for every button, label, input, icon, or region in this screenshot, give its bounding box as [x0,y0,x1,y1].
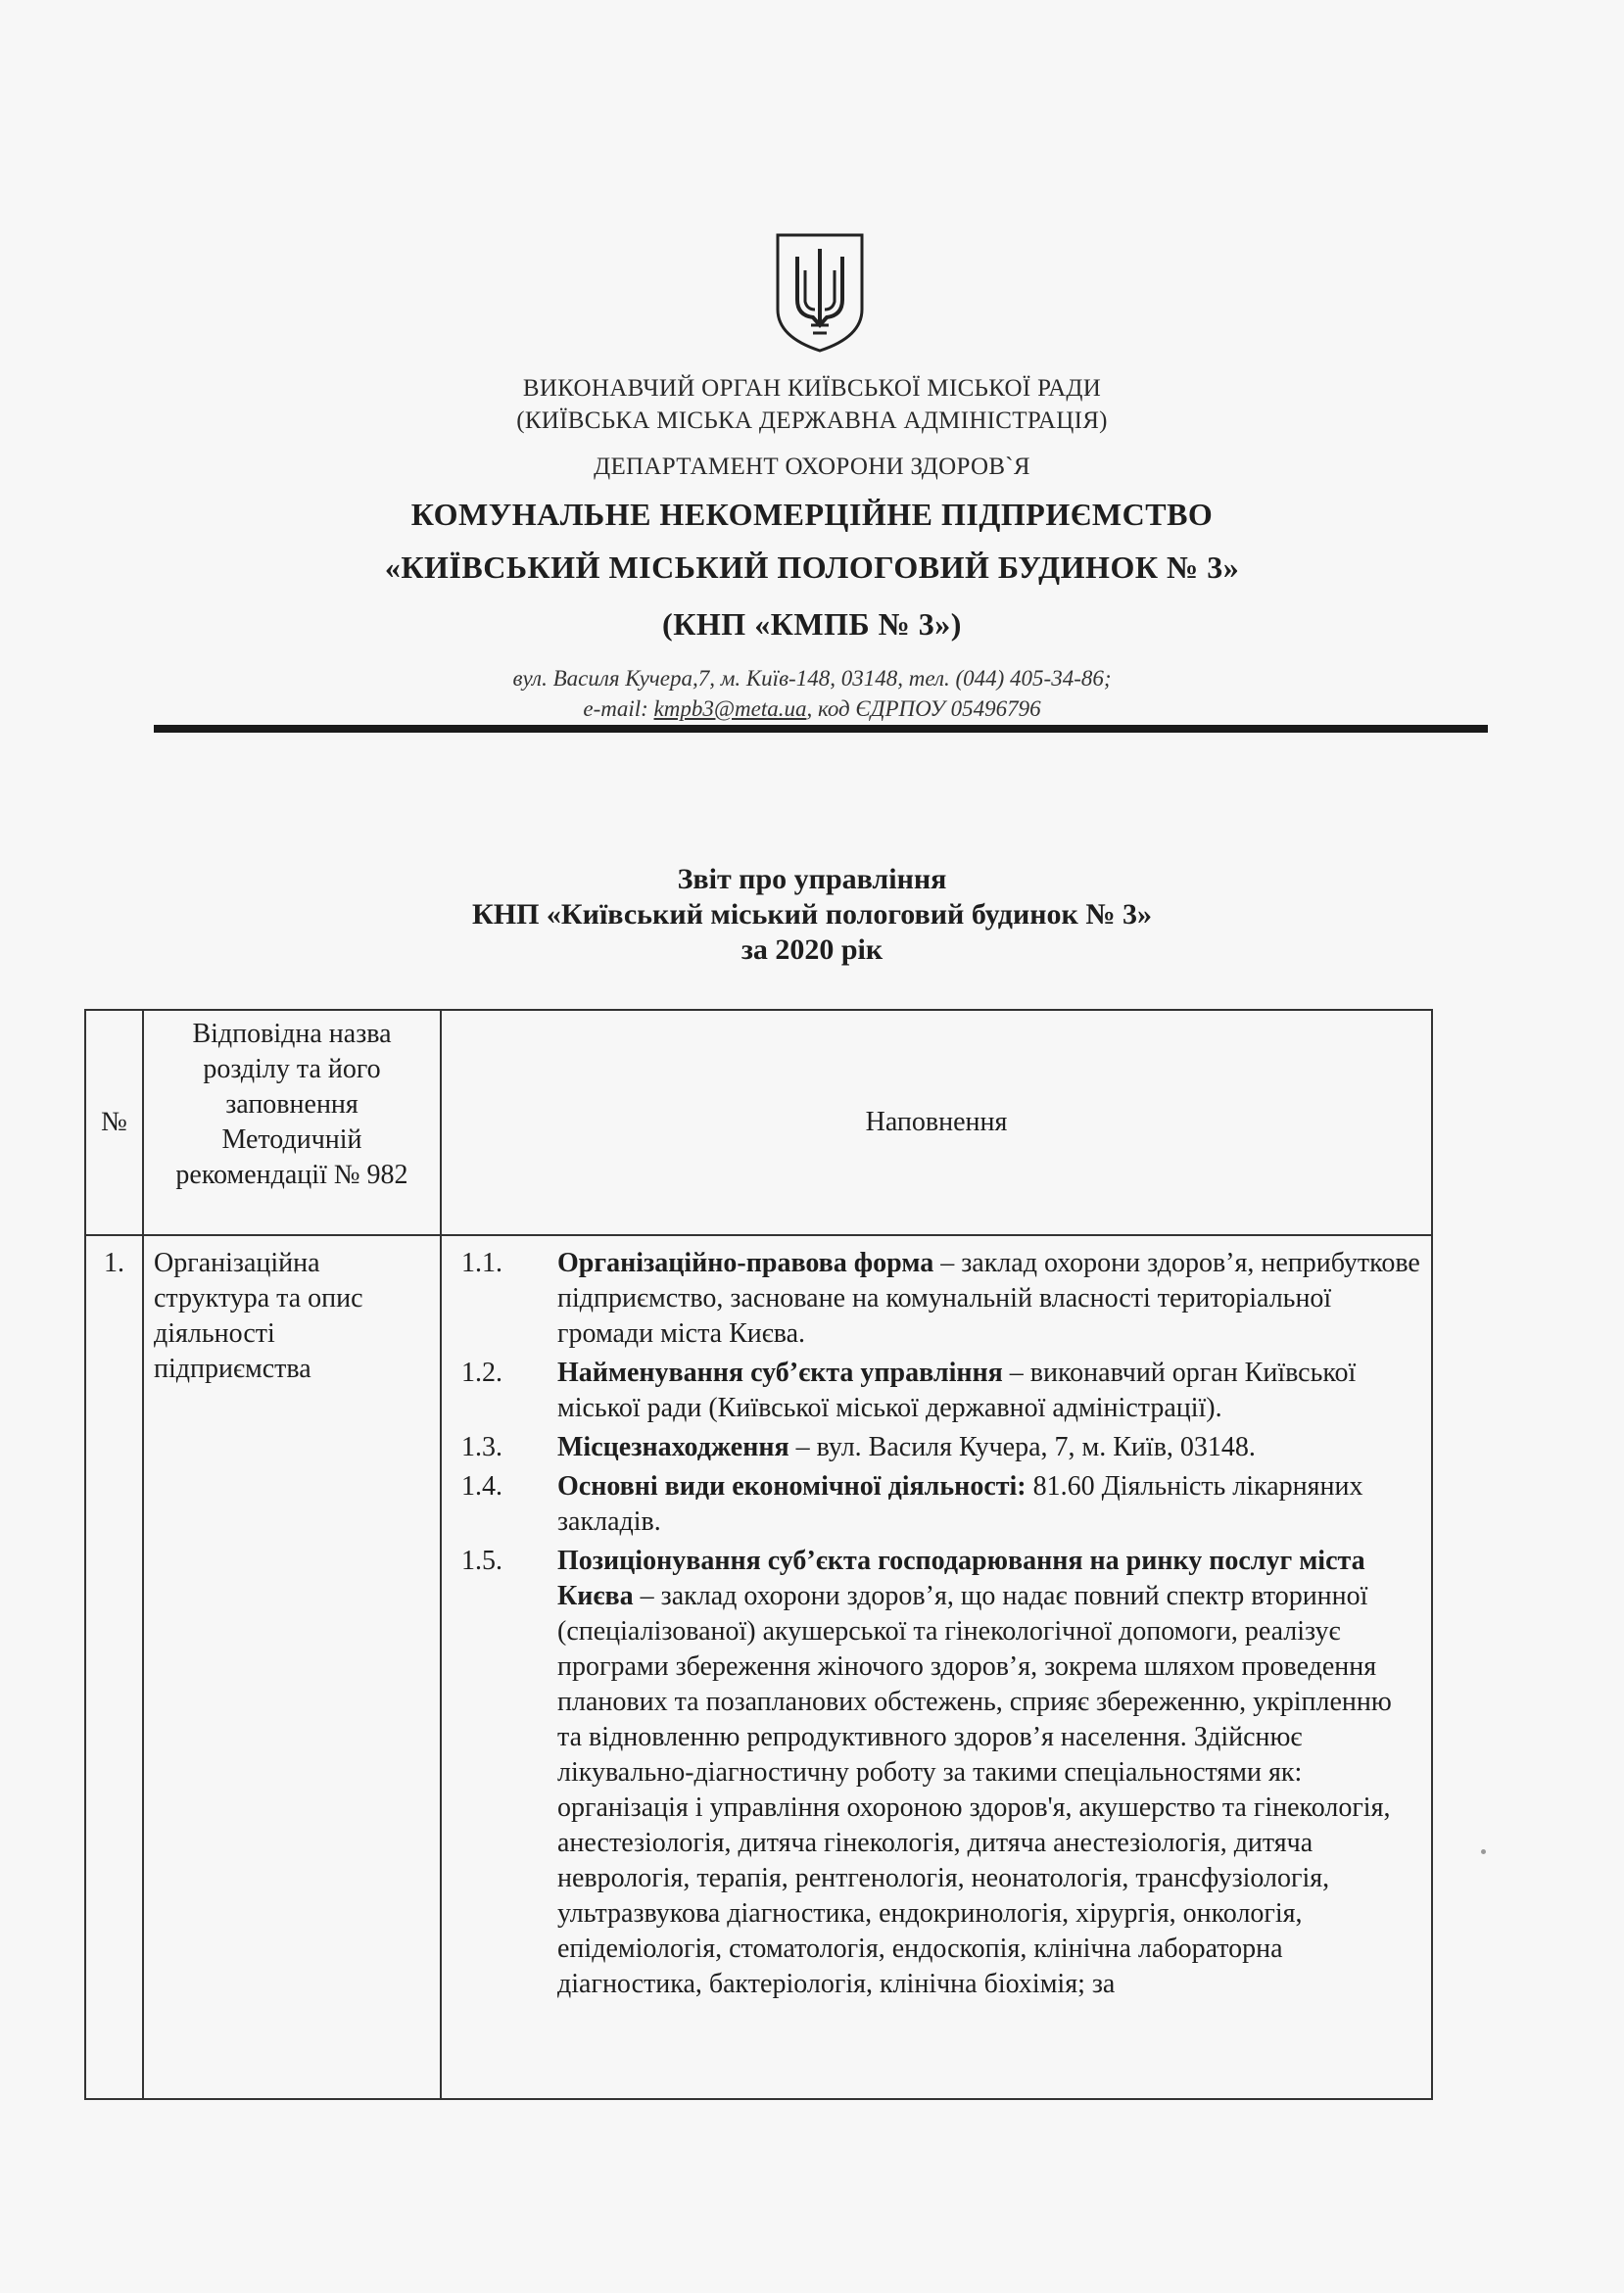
item-heading: Місцезнаходження [557,1432,789,1462]
item-heading: Основні види економічної діяльності: [557,1471,1027,1502]
organization-type: КОМУНАЛЬНЕ НЕКОМЕРЦІЙНЕ ПІДПРИЄМСТВО [410,497,1214,532]
contacts [0,663,1624,724]
item-body: – вул. Василя Кучера, 7, м. Київ, 03148. [788,1432,1256,1462]
list-item [461,1430,1421,1465]
report-title-line2: КНП «Київський міський пологовий будинок № 3» [472,898,1152,931]
item-number: 1.2. [461,1358,502,1388]
item-heading: Найменування суб’єкта управління [557,1358,1003,1388]
header-number: № [85,1010,143,1235]
item-text [557,1356,1421,1426]
item-body: 81.60 Діяльність лікарняних закладів. [557,1471,1363,1537]
table-row [85,1235,1432,2099]
list-item [461,1469,1421,1540]
list-item [461,1246,1421,1352]
row-number: 1. [85,1235,143,2099]
coat-of-arms-icon [774,231,866,355]
header-content: Наповнення [441,1010,1432,1235]
list-item [461,1544,1421,2002]
report-table [84,1009,1433,2100]
row-section: Організаційна структура та опис діяльності підприємства [143,1235,441,2099]
item-text [557,1246,1421,1352]
item-number: 1.4. [461,1471,502,1502]
item-number: 1.1. [461,1248,502,1278]
item-heading: Позиціонування суб’єкта господарювання на ринку послуг міста Києва [557,1546,1365,1611]
row-content [441,1235,1432,2099]
item-body: – заклад охорони здоров’я, неприбуткове підприємство, засноване на комунальній власності територіальної громади міста Києва. [557,1248,1420,1349]
email-link[interactable]: kmpb3@meta.ua [653,696,807,721]
header-section: Відповідна назва розділу та його заповнення Методичній рекомендації № 982 [143,1010,441,1235]
email-line [0,693,1624,724]
item-text [557,1430,1421,1465]
item-text [557,1544,1421,2002]
report-title [0,862,1624,968]
organization-name: «КИЇВСЬКИЙ МІСЬКИЙ ПОЛОГОВИЙ БУДИНОК № 3» [384,549,1240,585]
edrpou-code: , код ЄДРПОУ 05496796 [806,696,1041,721]
item-body: – заклад охорони здоров’я, що надає повний спектр вторинної (спеціалізованої) акушерської та гінекологічної допомоги, реалізує програми збереження жіночого здоров’я, зокрема шляхом проведення планових та позапланових обстежень, сприяє збереженню, укріпленню та відновленню репродуктивного здоров’я населення. Здійснює лікувально-діагностичну роботу за такими спеціальностями як: організація і управління охороною здоров'я, акушерство та гінекологія, анестезіологія, дитяча гінекологія, дитяча анестезіологія, дитяча неврологія, терапія, рентгенологія, неонатологія, трансфузіологія, ультразвукова діагностика, ендокринологія, хірургія, онкологія, епідеміологія, стоматологія, ендоскопія, клінічна лабораторна діагностика, бактеріологія, клінічна біохімія; за [557,1581,1392,1999]
letterhead-department: ДЕПАРТАМЕНТ ОХОРОНИ ЗДОРОВ`Я [594,454,1030,480]
letterhead-divider [154,725,1488,733]
item-text [557,1469,1421,1540]
report-title-line1: Звіт про управління [677,863,947,895]
letterhead-authority: ВИКОНАВЧИЙ ОРГАН КИЇВСЬКОЇ МІСЬКОЇ РАДИ [522,375,1102,402]
table-header-row [85,1010,1432,1235]
item-heading: Організаційно-правова форма [557,1248,934,1278]
list-item [461,1356,1421,1426]
item-body: – виконавчий орган Київської міської ради (Київської міської державної адміністрації). [557,1358,1357,1423]
scan-speck [1481,1849,1486,1854]
letterhead-administration: (КИЇВСЬКА МІСЬКА ДЕРЖАВНА АДМІНІСТРАЦІЯ) [516,407,1108,434]
address-line: вул. Василя Кучера,7, м. Київ-148, 03148, тел. (044) 405-34-86; [512,666,1112,691]
letterhead [0,372,1624,724]
report-title-line3: за 2020 рік [740,933,884,966]
email-prefix: e-mail: [583,696,654,721]
item-number: 1.5. [461,1546,502,1576]
organization-short-name: (КНП «КМПБ № 3») [662,606,962,642]
item-number: 1.3. [461,1432,502,1462]
